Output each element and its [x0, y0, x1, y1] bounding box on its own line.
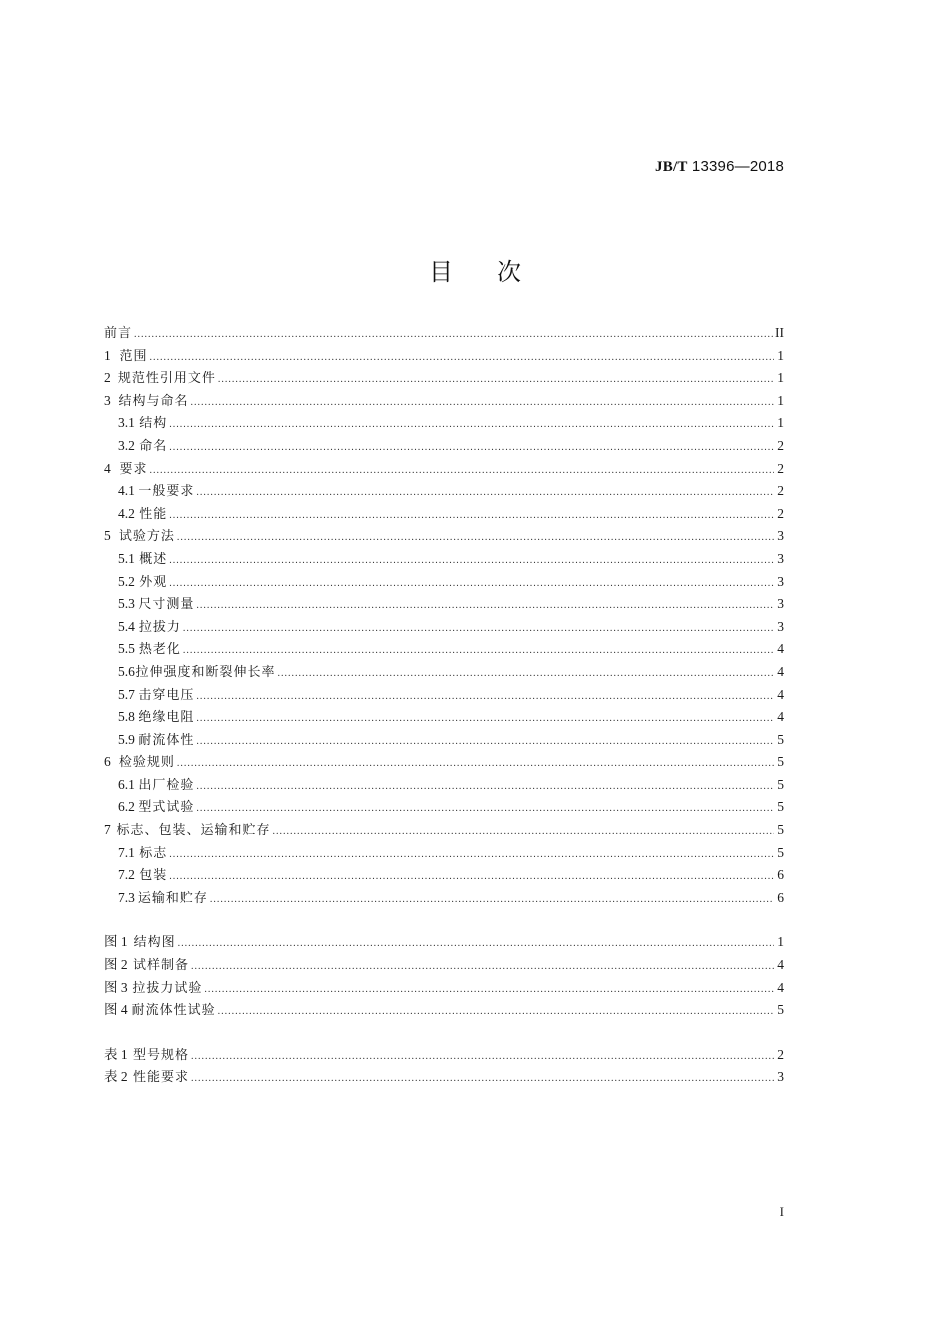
- toc-entry-page: 5: [777, 844, 784, 860]
- section-spacer: [104, 1022, 784, 1044]
- toc-figure-label: 结构图: [133, 935, 176, 951]
- toc-entry-number: 5.3: [118, 596, 135, 612]
- toc-entry[interactable]: [104, 412, 784, 435]
- toc-entry-page: 5: [777, 776, 784, 792]
- toc-entry[interactable]: [104, 458, 784, 481]
- toc-figure-entry[interactable]: [104, 977, 784, 1000]
- toc-entry[interactable]: [104, 796, 784, 819]
- toc-leader-dots: [169, 866, 774, 889]
- toc-table-label: 型号规格: [132, 1047, 189, 1063]
- toc-entry[interactable]: [104, 706, 784, 729]
- toc-entry-number: 3.2: [118, 437, 135, 453]
- toc-leader-dots: [150, 460, 774, 483]
- toc-leader-dots: [196, 776, 774, 799]
- toc-entry-number: 4.2: [118, 505, 135, 521]
- toc-leader-dots: [183, 618, 774, 641]
- toc-entry[interactable]: [104, 638, 784, 661]
- toc-entry-number: 4.1: [118, 483, 135, 499]
- toc-entry-page: 2: [777, 460, 784, 476]
- toc-entry[interactable]: [104, 322, 784, 345]
- toc-entry-page: 4: [777, 709, 784, 725]
- toc-entry-label: 概述: [139, 551, 168, 567]
- toc-figure-number: 图 1: [104, 934, 128, 950]
- toc-entry-label: 拉拔力: [138, 619, 181, 635]
- toc-table-number: 表 1: [104, 1046, 128, 1062]
- toc-leader-dots: [277, 663, 774, 686]
- toc-entry-page: 5: [777, 731, 784, 747]
- toc-entry-number: 6.2: [118, 799, 135, 815]
- toc-leader-dots: [196, 595, 774, 618]
- toc-entry-label: 性能: [139, 506, 168, 522]
- toc-entry-number: 5.1: [118, 550, 135, 566]
- toc-entry-page: 1: [777, 370, 784, 386]
- toc-entry[interactable]: [104, 887, 784, 910]
- toc-leader-dots: [196, 708, 774, 731]
- toc-entry-label: 检验规则: [118, 755, 175, 771]
- toc-figure-number: 图 4: [104, 1002, 128, 1018]
- toc-figure-page: 4: [777, 957, 784, 973]
- toc-entry[interactable]: [104, 435, 784, 458]
- toc-leader-dots: [196, 686, 774, 709]
- toc-entry-label: 标志、包装、运输和贮存: [116, 823, 271, 839]
- toc-entry-number: 5.5: [118, 641, 135, 657]
- toc-figure-label: 试样制备: [132, 958, 189, 974]
- toc-entry[interactable]: [104, 864, 784, 887]
- toc-entry[interactable]: [104, 729, 784, 752]
- toc-leader-dots: [191, 1046, 774, 1069]
- toc-entry-number: 3: [104, 392, 111, 408]
- toc-entry-page: 3: [777, 550, 784, 566]
- toc-entry[interactable]: [104, 616, 784, 639]
- page-number: I: [779, 1204, 784, 1219]
- toc-entry-number: 5.7: [118, 686, 135, 702]
- toc-entry-label: 结构与命名: [118, 393, 189, 409]
- toc-leader-dots: [196, 482, 774, 505]
- toc-entry[interactable]: [104, 367, 784, 390]
- toc-entry-number: 5: [104, 528, 111, 544]
- toc-leader-dots: [218, 1001, 774, 1024]
- toc-entry[interactable]: [104, 751, 784, 774]
- toc-entry-page: 1: [777, 392, 784, 408]
- toc-entry-label: 结构: [139, 416, 168, 432]
- toc-entry[interactable]: [104, 390, 784, 413]
- toc-figure-page: 1: [777, 934, 784, 950]
- toc-figure-page: 4: [777, 979, 784, 995]
- toc-entry-page: 6: [777, 867, 784, 883]
- toc-entry-number: 6: [104, 754, 111, 770]
- toc-entry[interactable]: [104, 503, 784, 526]
- toc-leader-dots: [169, 844, 774, 867]
- toc-entry-label: 外观: [139, 574, 168, 590]
- toc-entry[interactable]: [104, 345, 784, 368]
- section-spacer: [104, 909, 784, 931]
- document-code-prefix: JB/T: [655, 159, 688, 175]
- toc-leader-dots: [169, 437, 774, 460]
- toc-entry-page: 3: [777, 573, 784, 589]
- toc-entry-page: 3: [777, 618, 784, 634]
- toc-entry-number: 7.1: [118, 844, 135, 860]
- toc-leader-dots: [177, 753, 774, 776]
- toc-figure-entry[interactable]: [104, 954, 784, 977]
- toc-entry[interactable]: [104, 480, 784, 503]
- toc-entry-label: 拉伸强度和断裂伸长率: [135, 664, 276, 680]
- document-code-number: 13396—2018: [691, 158, 784, 175]
- toc-entry-page: 1: [777, 415, 784, 431]
- toc-table-entry[interactable]: [104, 1066, 784, 1089]
- toc-leader-dots: [178, 933, 774, 956]
- page-title-char-1: 目: [429, 258, 453, 286]
- toc-entry-label: 尺寸测量: [138, 597, 195, 613]
- toc-leader-dots: [272, 821, 774, 844]
- toc-entry-page: 4: [777, 663, 784, 679]
- toc-entry[interactable]: [104, 661, 784, 684]
- toc-figure-page: 5: [777, 1002, 784, 1018]
- toc-figure-number: 图 3: [104, 979, 128, 995]
- toc-table-label: 性能要求: [132, 1070, 189, 1086]
- toc-leader-dots: [169, 505, 774, 528]
- toc-leader-dots: [210, 889, 774, 912]
- toc-leader-dots: [169, 414, 774, 437]
- toc-entry-number: 5.2: [118, 573, 135, 589]
- page-title-char-2: 次: [497, 258, 521, 286]
- toc-leader-dots: [191, 1068, 774, 1091]
- toc-entry-page: 5: [777, 799, 784, 815]
- toc-leader-dots: [169, 573, 774, 596]
- toc-entry-label: 出厂检验: [138, 777, 195, 793]
- toc-entry[interactable]: [104, 684, 784, 707]
- toc-entry-label: 包装: [139, 868, 168, 884]
- toc-entry-page: 2: [777, 505, 784, 521]
- toc-entry-label: 热老化: [138, 642, 181, 658]
- toc-entry-page: 6: [777, 889, 784, 905]
- toc-entry[interactable]: [104, 842, 784, 865]
- toc-entry-label: 要求: [119, 461, 148, 477]
- toc-table-entry[interactable]: [104, 1044, 784, 1067]
- toc-entry-number: 5.8: [118, 709, 135, 725]
- toc-entry[interactable]: [104, 819, 784, 842]
- toc-entry-number: 7: [104, 822, 111, 838]
- toc-entry-label: 命名: [139, 438, 168, 454]
- toc-figure-label: 耐流体性试验: [131, 1003, 216, 1019]
- toc-entry-label: 运输和贮存: [137, 890, 208, 906]
- toc-entry-label: 规范性引用文件: [117, 371, 216, 387]
- toc-leader-dots: [169, 550, 774, 573]
- toc-table-number: 表 2: [104, 1069, 128, 1085]
- toc-entry-number: 3.1: [118, 415, 135, 431]
- toc-entry-page: 2: [777, 437, 784, 453]
- toc-leader-dots: [191, 392, 774, 415]
- toc-entry-label: 试验方法: [118, 529, 175, 545]
- toc-entry-page: 3: [777, 528, 784, 544]
- toc-leader-dots: [196, 731, 774, 754]
- toc-entry-label: 击穿电压: [138, 687, 195, 703]
- toc-entry-label: 前言: [104, 326, 133, 341]
- toc-entry-number: 2: [104, 370, 111, 386]
- toc-entry-page: 4: [777, 686, 784, 702]
- toc-entry-page: II: [775, 325, 784, 340]
- toc-entry-number: 7.2: [118, 867, 135, 883]
- toc-entry-page: 4: [777, 641, 784, 657]
- toc-leader-dots: [134, 324, 773, 347]
- toc-entry-label: 耐流体性: [138, 732, 195, 748]
- toc-leader-dots: [150, 347, 774, 370]
- toc-entry-label: 绝缘电阻: [138, 710, 195, 726]
- toc-table-page: 2: [777, 1046, 784, 1062]
- toc-figure-number: 图 2: [104, 957, 128, 973]
- toc-entry-number: 4: [104, 460, 111, 476]
- document-code: [655, 158, 784, 176]
- toc-leader-dots: [196, 798, 774, 821]
- toc-entry-number: 5.9: [118, 731, 135, 747]
- toc-entry-page: 2: [777, 483, 784, 499]
- toc-entry-page: 5: [777, 754, 784, 770]
- toc-figure-label: 拉拔力试验: [132, 980, 203, 996]
- table-of-contents: [104, 322, 784, 1089]
- toc-figure-entry[interactable]: [104, 999, 784, 1022]
- toc-leader-dots: [204, 979, 774, 1002]
- toc-figure-entry[interactable]: [104, 931, 784, 954]
- toc-entry-label: 标志: [139, 845, 168, 861]
- toc-entry[interactable]: [104, 548, 784, 571]
- toc-entry-number: 7.3: [118, 889, 135, 905]
- toc-entry-label: 型式试验: [138, 800, 195, 816]
- toc-entry-number: 5.6: [118, 663, 135, 679]
- page-title: [0, 252, 950, 287]
- toc-entry-number: 6.1: [118, 776, 135, 792]
- toc-entry[interactable]: [104, 571, 784, 594]
- toc-entry[interactable]: [104, 593, 784, 616]
- toc-leader-dots: [191, 956, 774, 979]
- toc-entry[interactable]: [104, 774, 784, 797]
- toc-entry-page: 5: [777, 822, 784, 838]
- toc-entry[interactable]: [104, 525, 784, 548]
- toc-entry-number: 5.4: [118, 618, 135, 634]
- toc-leader-dots: [183, 640, 774, 663]
- toc-entry-label: 一般要求: [138, 484, 195, 500]
- toc-entry-number: 1: [104, 347, 111, 363]
- toc-leader-dots: [177, 527, 774, 550]
- toc-entry-label: 范围: [119, 348, 148, 364]
- toc-leader-dots: [218, 369, 774, 392]
- toc-table-page: 3: [777, 1069, 784, 1085]
- toc-entry-page: 3: [777, 596, 784, 612]
- toc-entry-page: 1: [777, 347, 784, 363]
